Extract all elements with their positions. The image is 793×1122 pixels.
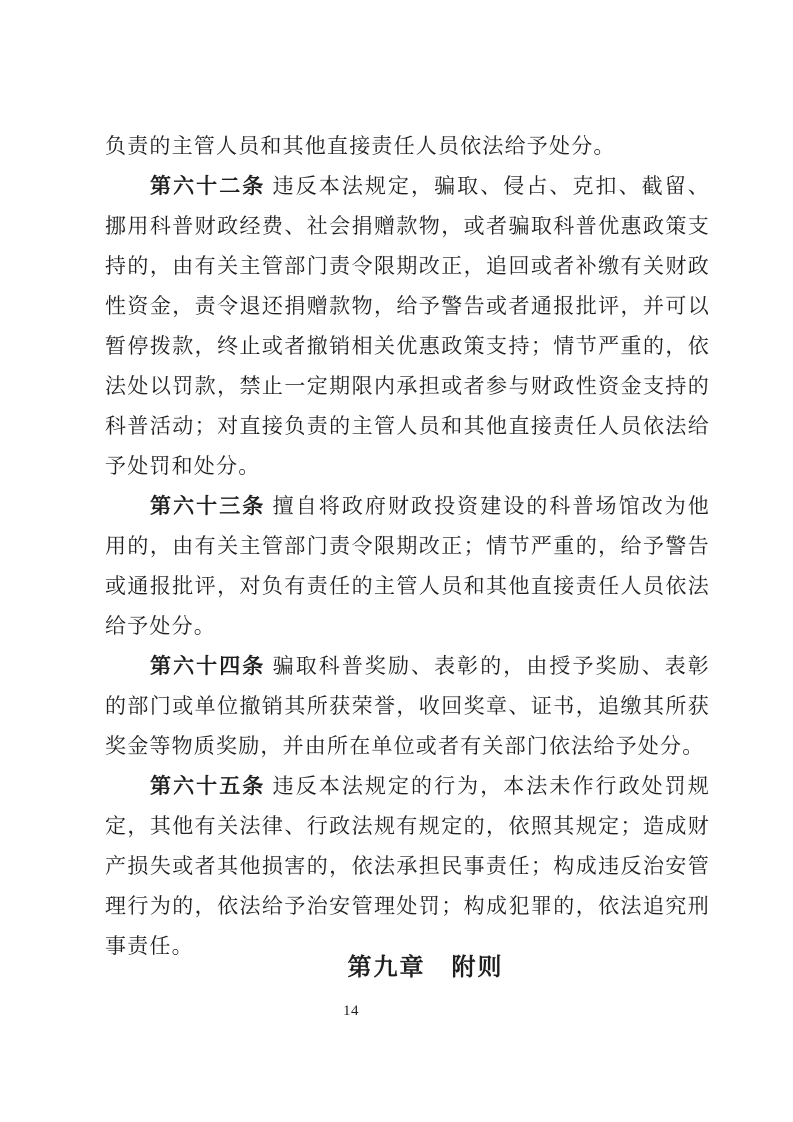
text-line: 产损失或者其他损害的，依法承担民事责任；构成违反治安管 [105,854,710,878]
text-line: 理行为的，依法给予治安管理处罚；构成犯罪的，依法追究刑 [105,894,710,918]
text-line: 持的，由有关主管部门责令限期改正，追回或者补缴有关财政 [105,254,710,278]
text-line: 奖金等物质奖励，并由所在单位或者有关部门依法给予处分。 [105,734,705,758]
text-line: 给予处分。 [105,614,216,638]
article-number: 第六十三条 [150,494,266,518]
text-line: 第六十四条 骗取科普奖励、表彰的，由授予奖励、表彰 [150,654,710,678]
text-line: 科普活动；对直接负责的主管人员和其他直接责任人员依法给 [105,414,710,438]
article-number: 第六十二条 [150,174,266,198]
text-line: 暂停拨款，终止或者撤销相关优惠政策支持；情节严重的，依 [105,334,710,358]
page-number: 14 [343,1003,359,1019]
chapter-heading: 第九章 附则 [347,955,504,981]
article-number: 第六十四条 [150,654,266,678]
text-line: 第六十三条 擅自将政府财政投资建设的科普场馆改为他 [150,494,710,518]
text-line: 事责任。 [105,934,194,958]
text-line: 第六十二条 违反本法规定，骗取、侵占、克扣、截留、 [150,174,710,198]
text-line: 性资金，责令退还捐赠款物，给予警告或者通报批评，并可以 [105,294,710,318]
text-line: 负责的主管人员和其他直接责任人员依法给予处分。 [105,134,616,158]
text-line: 第六十五条 违反本法规定的行为，本法未作行政处罚规 [150,774,710,798]
document-body [105,126,710,966]
article-number: 第六十五条 [150,774,266,798]
text-line: 的部门或单位撤销其所获荣誉，收回奖章、证书，追缴其所获 [105,694,710,718]
text-line: 定，其他有关法律、行政法规有规定的，依照其规定；造成财 [105,814,710,838]
text-line: 用的，由有关主管部门责令限期改正；情节严重的，给予警告 [105,534,710,558]
text-line: 法处以罚款，禁止一定期限内承担或者参与财政性资金支持的 [105,374,710,398]
text-line: 挪用科普财政经费、社会捐赠款物，或者骗取科普优惠政策支 [105,214,710,238]
text-line: 予处罚和处分。 [105,454,261,478]
text-line: 或通报批评，对负有责任的主管人员和其他直接责任人员依法 [105,574,710,598]
